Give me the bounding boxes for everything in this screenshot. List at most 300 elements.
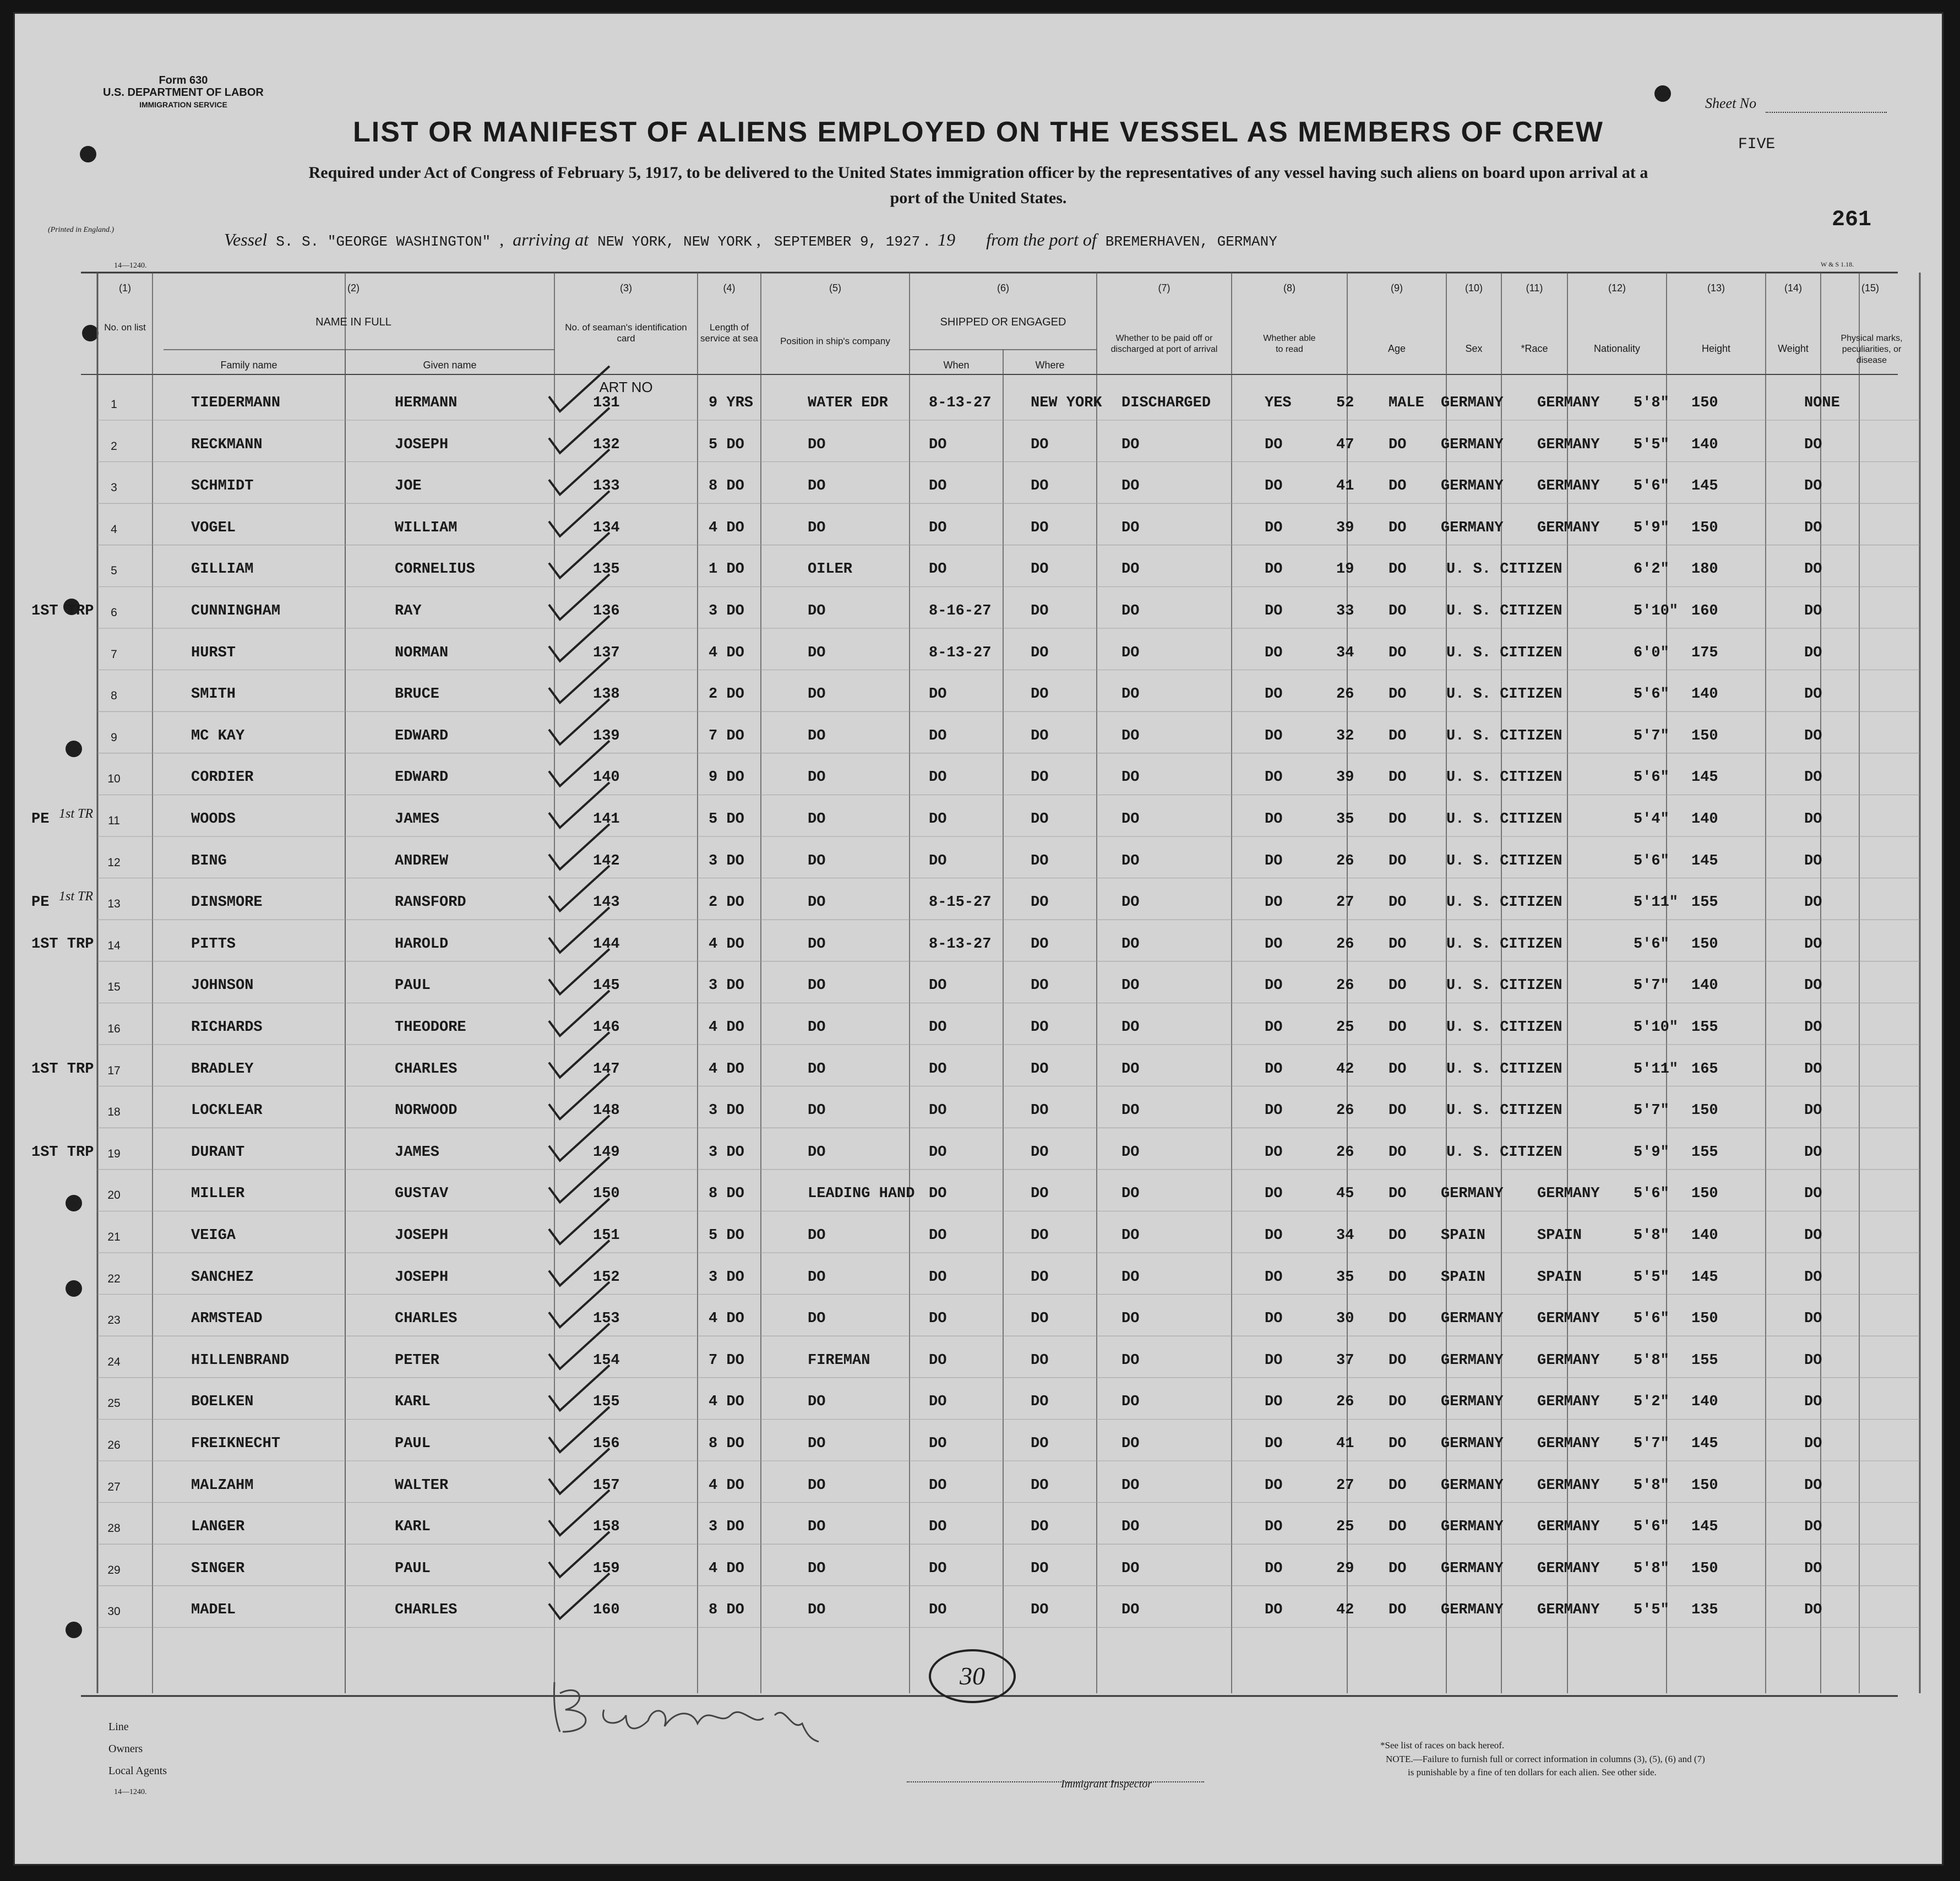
col11-number: (11) (1526, 282, 1543, 293)
cell-when: DO (929, 436, 947, 453)
col14-number: (14) (1784, 282, 1802, 293)
cell-when: DO (929, 1227, 947, 1244)
cell-race: GERMANY (1441, 1311, 1504, 1328)
cell-paid: DO (1121, 478, 1140, 495)
cell-marks: DO (1804, 603, 1822, 619)
cell-given: RANSFORD (395, 894, 466, 911)
cell-no: 9 (111, 731, 117, 744)
cell-family: VEIGA (191, 1227, 236, 1244)
cell-when: DO (929, 852, 947, 869)
cell-weight: 145 (1691, 1436, 1718, 1452)
cell-height: 5'8" (1634, 1352, 1669, 1369)
cell-weight: 150 (1691, 519, 1718, 536)
cell-nationality: GERMANY (1537, 478, 1600, 495)
cell-where: DO (1031, 1394, 1049, 1411)
cell-where: DO (1031, 1477, 1049, 1494)
cell-read: DO (1265, 936, 1283, 953)
cell-where: DO (1031, 1352, 1049, 1369)
col3-header: No. of seaman's identification card (565, 322, 687, 344)
cell-sex: DO (1389, 1186, 1407, 1203)
cell-family: PITTS (191, 936, 236, 953)
col15-number: (15) (1861, 282, 1879, 293)
year-prefix: 19 (938, 230, 956, 249)
cell-age: 47 (1336, 436, 1354, 453)
col13-header: Height (1701, 343, 1731, 354)
cell-age: 41 (1336, 1436, 1354, 1452)
sheet-label: Sheet No (1705, 95, 1757, 111)
cell-no: 7 (111, 648, 117, 661)
cell-when: DO (929, 1477, 947, 1494)
cell-age: 42 (1336, 1061, 1354, 1078)
cell-race: GERMANY (1441, 478, 1504, 495)
cell-family: GILLIAM (191, 561, 254, 578)
cell-age: 34 (1336, 1227, 1354, 1244)
check-mark (549, 1407, 609, 1452)
cell-when: DO (929, 1019, 947, 1036)
cell-weight: 155 (1691, 1144, 1718, 1161)
cell-service: 1 DO (709, 561, 744, 578)
cell-race: U. S. CITIZEN (1446, 1144, 1562, 1161)
cell-read: DO (1265, 1102, 1283, 1119)
cell-paid: DO (1121, 769, 1140, 786)
cell-age: 26 (1336, 1144, 1354, 1161)
cell-marks: NONE (1804, 395, 1840, 411)
cell-where: DO (1031, 977, 1049, 994)
cell-position: DO (808, 1477, 826, 1494)
cell-weight: 140 (1691, 686, 1718, 703)
cell-service: 9 DO (709, 769, 744, 786)
cell-race: U. S. CITIZEN (1446, 894, 1562, 911)
cell-age: 29 (1336, 1560, 1354, 1577)
cell-service: 5 DO (709, 1227, 744, 1244)
cell-read: DO (1265, 769, 1283, 786)
cell-family: DINSMORE (191, 894, 263, 911)
cell-given: JOSEPH (395, 1227, 449, 1244)
cell-position: DO (808, 811, 826, 828)
cell-no: 15 (107, 981, 121, 994)
cell-height: 5'7" (1634, 1102, 1669, 1119)
cell-weight: 155 (1691, 1019, 1718, 1036)
cell-marks: DO (1804, 1560, 1822, 1577)
cell-family: SMITH (191, 686, 236, 703)
cell-paid: DISCHARGED (1121, 395, 1211, 411)
cell-where: DO (1031, 1436, 1049, 1452)
cell-weight: 150 (1691, 1102, 1718, 1119)
margin-trip-note: PE (31, 894, 50, 911)
cell-when: DO (929, 1102, 947, 1119)
cell-sex: DO (1389, 686, 1407, 703)
cell-marks: DO (1804, 852, 1822, 869)
cell-sex: DO (1389, 811, 1407, 828)
check-mark (549, 1365, 609, 1410)
cell-service: 3 DO (709, 1269, 744, 1286)
cell-no: 29 (107, 1563, 121, 1576)
col7-header: Whether to be paid off or discharged at port of arrival (1110, 334, 1218, 354)
col2b-header: Given name (423, 360, 477, 371)
cell-given: KARL (395, 1519, 431, 1536)
from-port-label: from the port of (986, 230, 1097, 249)
col2-number: (2) (347, 282, 360, 293)
cell-sex: DO (1389, 1519, 1407, 1536)
cell-when: DO (929, 1560, 947, 1577)
cell-marks: DO (1804, 436, 1822, 453)
col10-number: (10) (1464, 282, 1483, 293)
cell-when: DO (929, 686, 947, 703)
cell-height: 5'6" (1634, 852, 1669, 869)
cell-sex: DO (1389, 603, 1407, 619)
sheet-number: FIVE (1738, 136, 1776, 153)
cell-position: DO (808, 769, 826, 786)
cell-marks: DO (1804, 1477, 1822, 1494)
cell-service: 3 DO (709, 1519, 744, 1536)
margin-trip-note: 1ST TRP (31, 1061, 94, 1078)
cell-weight: 150 (1691, 1311, 1718, 1328)
check-mark (549, 449, 609, 494)
cell-where: DO (1031, 561, 1049, 578)
cell-no: 23 (107, 1314, 121, 1327)
cell-weight: 150 (1691, 936, 1718, 953)
cell-age: 39 (1336, 769, 1354, 786)
cell-nationality: GERMANY (1537, 1394, 1600, 1411)
races-note: *See list of races on back hereof. (1380, 1740, 1505, 1750)
cell-height: 5'8" (1634, 395, 1669, 411)
cell-weight: 140 (1691, 436, 1718, 453)
cell-position: DO (808, 894, 826, 911)
cell-position: DO (808, 1436, 826, 1452)
cell-race: U. S. CITIZEN (1446, 852, 1562, 869)
cell-service: 8 DO (709, 478, 744, 495)
cell-position: FIREMAN (808, 1352, 870, 1369)
cell-race: GERMANY (1441, 1352, 1504, 1369)
cell-family: CUNNINGHAM (191, 603, 281, 619)
cell-height: 6'2" (1634, 561, 1669, 578)
cell-card: 152 (593, 1269, 620, 1286)
cell-paid: DO (1121, 644, 1140, 661)
cell-no: 27 (107, 1480, 121, 1493)
cell-marks: DO (1804, 894, 1822, 911)
cell-paid: DO (1121, 1019, 1140, 1036)
cell-sex: DO (1389, 436, 1407, 453)
cell-no: 12 (107, 856, 121, 869)
cell-age: 30 (1336, 1311, 1354, 1328)
cell-age: 41 (1336, 478, 1354, 495)
col6b-header: Where (1035, 360, 1065, 371)
cell-height: 5'11" (1634, 894, 1679, 911)
cell-where: DO (1031, 769, 1049, 786)
cell-marks: DO (1804, 1102, 1822, 1119)
cell-when: 8-16-27 (929, 603, 992, 619)
cell-race: U. S. CITIZEN (1446, 1019, 1562, 1036)
cell-card: 157 (593, 1477, 620, 1494)
vessel-label: Vessel (224, 230, 268, 249)
cell-read: DO (1265, 519, 1283, 536)
cell-no: 25 (107, 1397, 121, 1410)
cell-service: 3 DO (709, 977, 744, 994)
cell-position: DO (808, 603, 826, 619)
corner-code: W & S 1.18. (1821, 260, 1854, 268)
cell-weight: 155 (1691, 894, 1718, 911)
col12-number: (12) (1608, 282, 1626, 293)
cell-position: DO (808, 1311, 826, 1328)
cell-read: DO (1265, 1477, 1283, 1494)
cell-when: DO (929, 769, 947, 786)
cell-position: DO (808, 1227, 826, 1244)
cell-race: GERMANY (1441, 519, 1504, 536)
margin-handwritten-note: 1st TR (59, 889, 94, 904)
cell-where: DO (1031, 936, 1049, 953)
cell-card: 136 (593, 603, 620, 619)
total-count-circled: 30 (929, 1649, 1016, 1703)
cell-position: DO (808, 852, 826, 869)
cell-paid: DO (1121, 1269, 1140, 1286)
cell-where: DO (1031, 644, 1049, 661)
cell-nationality: GERMANY (1537, 436, 1600, 453)
check-mark (549, 991, 609, 1036)
cell-card: 154 (593, 1352, 620, 1369)
cell-race: U. S. CITIZEN (1446, 686, 1562, 703)
check-mark (549, 699, 609, 744)
cell-card: 156 (593, 1436, 620, 1452)
sheet-stamp-number: 261 (1832, 208, 1872, 232)
cell-nationality: GERMANY (1537, 519, 1600, 536)
cell-family: BOELKEN (191, 1394, 254, 1411)
cell-marks: DO (1804, 1186, 1822, 1203)
cell-sex: DO (1389, 1102, 1407, 1119)
footer-code: 14—1240. (114, 1788, 147, 1796)
cell-position: DO (808, 644, 826, 661)
cell-family: WOODS (191, 811, 236, 828)
cell-sex: DO (1389, 644, 1407, 661)
cell-given: BRUCE (395, 686, 440, 703)
col11-header: *Race (1521, 343, 1548, 354)
check-mark (549, 1324, 609, 1369)
arrival-date: SEPTEMBER 9, 1927 (774, 233, 921, 250)
cell-position: DO (808, 1269, 826, 1286)
cell-age: 26 (1336, 1102, 1354, 1119)
cell-sex: DO (1389, 769, 1407, 786)
handwritten-checkmarks (15, 14, 1942, 1864)
cell-paid: DO (1121, 603, 1140, 619)
cell-marks: DO (1804, 1269, 1822, 1286)
cell-when: DO (929, 1269, 947, 1286)
check-mark (549, 657, 609, 703)
cell-weight: 135 (1691, 1602, 1718, 1619)
cell-race: U. S. CITIZEN (1446, 811, 1562, 828)
printed-note: (Printed in England.) (48, 226, 115, 234)
cell-age: 42 (1336, 1602, 1354, 1619)
penalty-note-line1: NOTE.—Failure to furnish full or correct information in columns (3), (5), (6) and (7) (1386, 1754, 1705, 1764)
cell-sex: DO (1389, 1394, 1407, 1411)
check-mark (549, 491, 609, 536)
cell-marks: DO (1804, 1519, 1822, 1536)
cell-weight: 165 (1691, 1061, 1718, 1078)
cell-age: 27 (1336, 894, 1354, 911)
cell-position: OILER (808, 561, 853, 578)
cell-paid: DO (1121, 727, 1140, 744)
cell-when: DO (929, 1186, 947, 1203)
cell-sex: DO (1389, 936, 1407, 953)
cell-given: KARL (395, 1394, 431, 1411)
cell-card: 132 (593, 436, 620, 453)
cell-where: DO (1031, 727, 1049, 744)
cell-race: U. S. CITIZEN (1446, 644, 1562, 661)
cell-weight: 140 (1691, 811, 1718, 828)
margin-handwritten-note: 1st TR (59, 807, 94, 821)
margin-trip-note: 1ST TRP (31, 603, 94, 619)
col4-number: (4) (723, 282, 736, 293)
cell-read: DO (1265, 1019, 1283, 1036)
cell-family: DURANT (191, 1144, 245, 1161)
cell-race: U. S. CITIZEN (1446, 1061, 1562, 1078)
cell-paid: DO (1121, 1519, 1140, 1536)
cell-where: DO (1031, 894, 1049, 911)
cell-card: 150 (593, 1186, 620, 1203)
col6a-header: When (943, 360, 970, 371)
col2a-header: Family name (220, 360, 277, 371)
cell-height: 5'6" (1634, 936, 1669, 953)
cell-paid: DO (1121, 1436, 1140, 1452)
cell-card: 160 (593, 1602, 620, 1619)
cell-given: EDWARD (395, 727, 449, 744)
cell-card: 140 (593, 769, 620, 786)
cell-service: 2 DO (709, 894, 744, 911)
cell-read: DO (1265, 603, 1283, 619)
cell-where: DO (1031, 852, 1049, 869)
col4-header: Length of service at sea (700, 322, 758, 344)
cell-nationality: GERMANY (1537, 1602, 1600, 1619)
cell-marks: DO (1804, 1227, 1822, 1244)
cell-race: U. S. CITIZEN (1446, 1102, 1562, 1119)
cell-card: 155 (593, 1394, 620, 1411)
department-name: U.S. DEPARTMENT OF LABOR (103, 86, 264, 99)
cell-read: DO (1265, 894, 1283, 911)
cell-no: 11 (108, 814, 120, 827)
cell-card: 135 (593, 561, 620, 578)
cell-paid: DO (1121, 1352, 1140, 1369)
cell-age: 37 (1336, 1352, 1354, 1369)
cell-age: 35 (1336, 811, 1354, 828)
cell-card: 145 (593, 977, 620, 994)
cell-no: 17 (107, 1064, 121, 1077)
cell-given: PAUL (395, 1560, 431, 1577)
cell-height: 6'0" (1634, 644, 1669, 661)
cell-paid: DO (1121, 1061, 1140, 1078)
cell-where: DO (1031, 1519, 1049, 1536)
cell-position: DO (808, 436, 826, 453)
cell-service: 7 DO (709, 1352, 744, 1369)
cell-where: DO (1031, 1269, 1049, 1286)
cell-nationality: GERMANY (1537, 1519, 1600, 1536)
cell-weight: 150 (1691, 727, 1718, 744)
cell-when: DO (929, 1311, 947, 1328)
cell-family: TIEDERMANN (191, 395, 281, 411)
cell-service: 4 DO (709, 519, 744, 536)
cell-read: DO (1265, 1269, 1283, 1286)
cell-sex: DO (1389, 561, 1407, 578)
margin-trip-note: 1ST TRP (31, 936, 94, 953)
cell-when: DO (929, 561, 947, 578)
cell-card: 139 (593, 727, 620, 744)
cell-paid: DO (1121, 686, 1140, 703)
cell-marks: DO (1804, 936, 1822, 953)
cell-sex: DO (1389, 1477, 1407, 1494)
inspector-signature-line (907, 1781, 1204, 1782)
check-mark (549, 574, 609, 619)
cell-when: DO (929, 811, 947, 828)
service-name: IMMIGRATION SERVICE (139, 100, 227, 109)
check-mark (549, 741, 609, 786)
cell-paid: DO (1121, 977, 1140, 994)
cell-when: 8-13-27 (929, 936, 992, 953)
cell-marks: DO (1804, 727, 1822, 744)
cell-sex: DO (1389, 1311, 1407, 1328)
vessel-name: S. S. "GEORGE WASHINGTON" (276, 233, 491, 250)
col1-number: (1) (119, 282, 131, 293)
cell-age: 26 (1336, 686, 1354, 703)
cell-sex: DO (1389, 1019, 1407, 1036)
cell-sex: DO (1389, 1602, 1407, 1619)
cell-weight: 155 (1691, 1352, 1718, 1369)
cell-paid: DO (1121, 936, 1140, 953)
cell-weight: 140 (1691, 977, 1718, 994)
cell-weight: 160 (1691, 603, 1718, 619)
cell-no: 6 (111, 606, 117, 619)
check-mark (549, 1282, 609, 1327)
cell-where: DO (1031, 603, 1049, 619)
cell-service: 4 DO (709, 1477, 744, 1494)
cell-height: 5'7" (1634, 977, 1669, 994)
check-mark (549, 532, 609, 578)
cell-service: 4 DO (709, 1560, 744, 1577)
cell-service: 5 DO (709, 436, 744, 453)
check-mark (549, 1074, 609, 1119)
cell-sex: DO (1389, 894, 1407, 911)
cell-where: DO (1031, 519, 1049, 536)
cell-read: DO (1265, 1394, 1283, 1411)
cell-height: 5'9" (1634, 519, 1669, 536)
cell-when: DO (929, 1144, 947, 1161)
cell-marks: DO (1804, 1436, 1822, 1452)
check-mark (549, 1199, 609, 1244)
col12-header: Nationality (1593, 343, 1641, 354)
cell-sex: DO (1389, 977, 1407, 994)
footer-line-label: Line (108, 1721, 129, 1733)
cell-weight: 150 (1691, 395, 1718, 411)
cell-height: 5'7" (1634, 727, 1669, 744)
cell-race: GERMANY (1441, 1602, 1504, 1619)
cell-where: NEW YORK (1031, 395, 1102, 411)
cell-paid: DO (1121, 1560, 1140, 1577)
cell-paid: DO (1121, 1186, 1140, 1203)
cell-read: DO (1265, 478, 1283, 495)
cell-given: JOE (395, 478, 422, 495)
cell-race: SPAIN (1441, 1227, 1486, 1244)
cell-marks: DO (1804, 1352, 1822, 1369)
cell-height: 5'9" (1634, 1144, 1669, 1161)
cell-no: 21 (107, 1231, 121, 1243)
cell-where: DO (1031, 686, 1049, 703)
inspector-label: Immigrant Inspector (1061, 1778, 1152, 1790)
cell-given: CORNELIUS (395, 561, 475, 578)
check-mark (549, 408, 609, 453)
cell-given: JOSEPH (395, 1269, 449, 1286)
cell-family: LOCKLEAR (191, 1102, 263, 1119)
cell-given: EDWARD (395, 769, 449, 786)
cell-marks: DO (1804, 1311, 1822, 1328)
cell-no: 30 (107, 1605, 121, 1618)
cell-nationality: GERMANY (1537, 395, 1600, 411)
cell-where: DO (1031, 1186, 1049, 1203)
